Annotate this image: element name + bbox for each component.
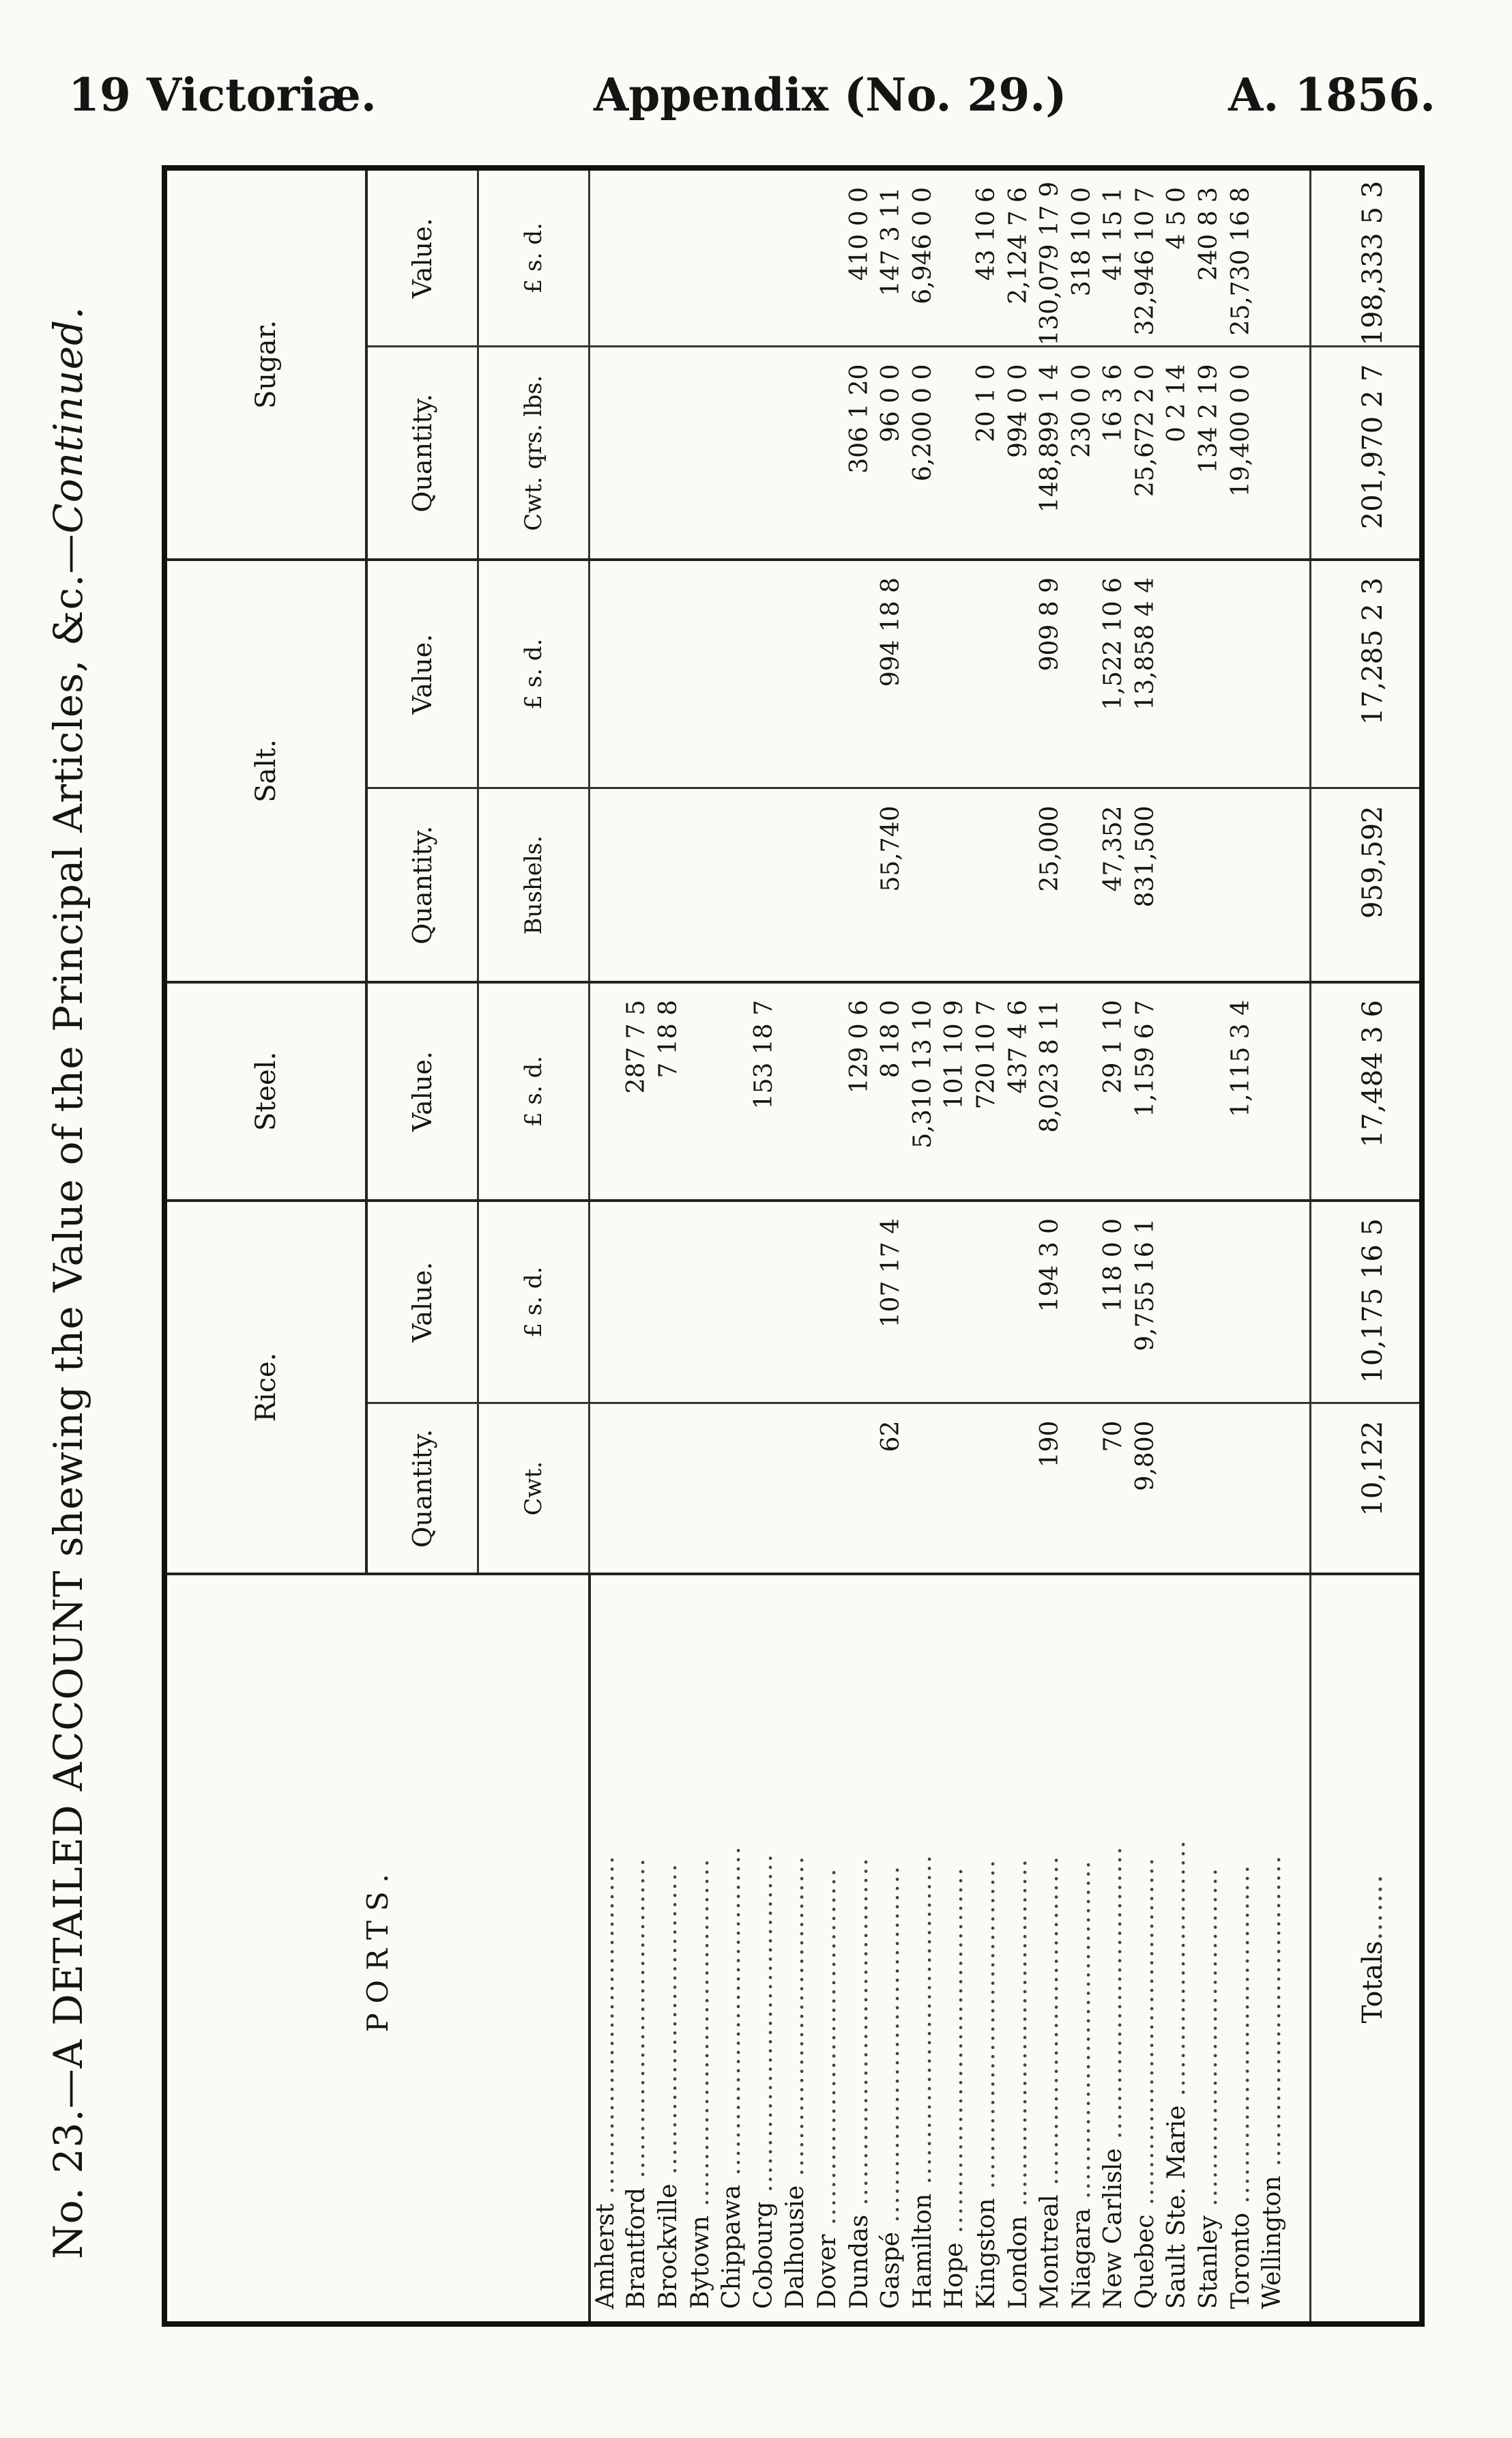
sugar-qty-cell: 306 1 20 — [843, 347, 875, 560]
table-row — [1098, 171, 1130, 2321]
sugar-val-cell: 41 15 1 — [1098, 171, 1130, 347]
steel-val-cell — [716, 982, 748, 1201]
salt-qty-cell — [907, 788, 939, 982]
leader-dots: .................................. — [654, 1862, 682, 2184]
salt-qty-cell: 47,352 — [1098, 788, 1130, 982]
table-body — [590, 171, 1425, 2321]
sugar-val-cell: 2,124 7 6 — [1002, 171, 1034, 347]
rice-val-cell — [653, 1201, 685, 1403]
sugar-val-cell — [653, 171, 685, 347]
port-cell — [1193, 1574, 1225, 2321]
totals-steel-value: 17,484 3 6 — [1310, 982, 1425, 1201]
rice-val-cell: 107 17 4 — [875, 1201, 907, 1403]
salt-val-cell — [907, 560, 939, 788]
port-cell — [1066, 1574, 1098, 2321]
sugar-val-cell: 240 8 3 — [1193, 171, 1225, 347]
steel-val-cell: 5,310 13 10 — [907, 982, 939, 1201]
rice-qty-cell — [1225, 1403, 1257, 1574]
port-name: Dover — [813, 2234, 841, 2309]
sugar-val-cell: 6,946 0 0 — [907, 171, 939, 347]
steel-val-cell — [590, 982, 622, 1201]
salt-val-cell — [812, 560, 844, 788]
rice-qty-cell — [716, 1403, 748, 1574]
rice-qty-cell — [843, 1403, 875, 1574]
port-name: Stanley — [1195, 2215, 1223, 2309]
leader-dots: ...................................... — [1131, 1856, 1159, 2215]
sugar-val-cell: 130,079 17 9 — [1034, 171, 1066, 347]
leader-dots: ........................................ — [940, 1866, 969, 2243]
rice-val-cell — [1193, 1201, 1225, 1403]
salt-val-cell — [843, 560, 875, 788]
steel-val-cell: 1,115 3 4 — [1225, 982, 1257, 1201]
rice-qty-cell — [748, 1403, 780, 1574]
sugar-val-cell — [939, 171, 971, 347]
leader-dots: ................................ — [1099, 1845, 1128, 2149]
leader-dots: ...................................... — [686, 1857, 714, 2216]
salt-val-cell — [1002, 560, 1034, 788]
steel-val-cell — [1257, 982, 1289, 1201]
sugar-qty-cell: 0 2 14 — [1161, 347, 1193, 560]
steel-header: Steel. — [167, 982, 366, 1201]
sugar-qty-cell: 96 0 0 — [875, 347, 907, 560]
port-name: Sault Ste. Marie — [1163, 2105, 1191, 2309]
table-row — [971, 171, 1003, 2321]
leader-dots: .................................... — [1036, 1854, 1064, 2195]
salt-val-cell — [1225, 560, 1257, 788]
rice-val-cell — [1225, 1201, 1257, 1403]
sugar-qty-cell: 20 1 0 — [971, 347, 1003, 560]
rice-qty-cell: 70 — [1098, 1403, 1130, 1574]
rice-val-cell — [1066, 1201, 1098, 1403]
table-row — [716, 171, 748, 2321]
sugar-qty-cell — [748, 347, 780, 560]
sugar-val-cell — [748, 171, 780, 347]
port-cell — [653, 1574, 685, 2321]
table-row — [1034, 171, 1066, 2321]
sugar-qty-cell: 148,899 1 4 — [1034, 347, 1066, 560]
leader-dots: ..................................... — [1226, 1864, 1255, 2213]
salt-qty-cell — [653, 788, 685, 982]
rice-qty-cell — [590, 1403, 622, 1574]
salt-qty-cell — [971, 788, 1003, 982]
rice-val-cell: 9,755 16 1 — [1130, 1201, 1162, 1403]
salt-val-cell — [1193, 560, 1225, 788]
leader-dots: .................................... — [908, 1854, 937, 2194]
rice-val-cell — [1257, 1201, 1289, 1403]
table-title — [31, 280, 106, 2259]
sugar-quantity-header: Quantity. — [366, 347, 478, 560]
port-name: Chippawa — [718, 2184, 746, 2309]
port-cell — [590, 1574, 622, 2321]
sugar-qty-cell — [590, 347, 622, 560]
port-cell — [1225, 1574, 1257, 2321]
rice-qty-cell — [1066, 1403, 1098, 1574]
rice-val-cell — [812, 1201, 844, 1403]
port-cell — [875, 1574, 907, 2321]
sugar-qty-cell — [684, 347, 716, 560]
sugar-value-header: Value. — [366, 171, 478, 347]
salt-qty-cell — [1257, 788, 1289, 982]
rice-quantity-header: Quantity. — [366, 1403, 478, 1574]
salt-val-cell: 909 8 9 — [1034, 560, 1066, 788]
totals-rice-value: 10,175 16 5 — [1310, 1201, 1425, 1403]
salt-qty-cell — [1002, 788, 1034, 982]
salt-qty-cell — [812, 788, 844, 982]
page-header-center: Appendix (No. 29.) — [594, 68, 1067, 121]
sugar-val-cell — [684, 171, 716, 347]
salt-qty-cell — [1161, 788, 1193, 982]
salt-qty-cell — [716, 788, 748, 982]
totals-sugar-quantity: 201,970 2 7 — [1310, 347, 1425, 560]
salt-qty-cell — [939, 788, 971, 982]
table-row — [590, 171, 622, 2321]
leader-dots: ...................................... — [845, 1856, 873, 2215]
port-name: Hamilton — [908, 2193, 937, 2309]
rice-value-unit: £ s. d. — [478, 1201, 590, 1403]
salt-qty-cell — [748, 788, 780, 982]
leader-dots: ....................................... — [813, 1867, 841, 2235]
rice-qty-cell — [812, 1403, 844, 1574]
port-cell — [1257, 1574, 1289, 2321]
rice-val-cell — [1161, 1201, 1193, 1403]
table-row — [1130, 171, 1162, 2321]
rice-qty-cell — [971, 1403, 1003, 1574]
table-row — [875, 171, 907, 2321]
rice-val-cell — [716, 1201, 748, 1403]
port-name: London — [1004, 2215, 1032, 2309]
rice-val-cell — [780, 1201, 812, 1403]
leader-dots: .................................... — [718, 1845, 746, 2185]
salt-val-cell — [1161, 560, 1193, 788]
port-name: New Carlisle — [1099, 2148, 1128, 2309]
port-name: Dundas — [845, 2214, 873, 2309]
rice-qty-cell — [1002, 1403, 1034, 1574]
port-cell — [684, 1574, 716, 2321]
page-header-left: 19 Victoriæ. — [68, 68, 377, 121]
salt-val-cell — [748, 560, 780, 788]
sugar-qty-cell: 16 3 6 — [1098, 347, 1130, 560]
salt-qty-cell — [684, 788, 716, 982]
salt-quantity-unit: Bushels. — [478, 788, 590, 982]
table-row — [1257, 171, 1289, 2321]
salt-val-cell — [1066, 560, 1098, 788]
salt-val-cell — [653, 560, 685, 788]
salt-header: Salt. — [167, 560, 366, 982]
steel-val-cell: 1,159 6 7 — [1130, 982, 1162, 1201]
port-name: Niagara — [1067, 2208, 1096, 2309]
totals-row — [1310, 171, 1425, 2321]
table-row — [1161, 171, 1193, 2321]
table-row — [1002, 171, 1034, 2321]
salt-val-cell — [684, 560, 716, 788]
sugar-val-cell — [1257, 171, 1289, 347]
table-row — [780, 171, 812, 2321]
salt-val-cell: 13,858 4 4 — [1130, 560, 1162, 788]
sugar-qty-cell: 6,200 0 0 — [907, 347, 939, 560]
rice-header: Rice. — [167, 1201, 366, 1574]
rice-quantity-unit: Cwt. — [478, 1403, 590, 1574]
steel-val-cell — [1161, 982, 1193, 1201]
leader-dots: ...................................... — [1004, 1858, 1032, 2216]
rice-val-cell — [971, 1201, 1003, 1403]
totals-label: Totals……. — [1310, 1574, 1425, 2321]
leader-dots: ..................................... — [1067, 1859, 1096, 2209]
port-cell — [748, 1574, 780, 2321]
port-name: Kingston — [972, 2198, 1000, 2309]
rice-val-cell: 118 0 0 — [1098, 1201, 1130, 1403]
sugar-qty-cell — [653, 347, 685, 560]
rice-val-cell — [748, 1201, 780, 1403]
sugar-qty-cell — [716, 347, 748, 560]
imports-table — [167, 171, 1425, 2321]
table-row — [1193, 171, 1225, 2321]
salt-val-cell — [971, 560, 1003, 788]
rice-val-cell — [590, 1201, 622, 1403]
port-name: Montreal — [1036, 2194, 1064, 2309]
salt-val-cell — [939, 560, 971, 788]
spacer-row — [1289, 171, 1311, 2321]
salt-val-cell: 1,522 10 6 — [1098, 560, 1130, 788]
table-row — [843, 171, 875, 2321]
sugar-val-cell: 43 10 6 — [971, 171, 1003, 347]
salt-qty-cell — [843, 788, 875, 982]
salt-quantity-header: Quantity. — [366, 788, 478, 982]
leader-dots: ....................................... — [877, 1865, 905, 2232]
salt-val-cell — [1257, 560, 1289, 788]
port-cell — [971, 1574, 1003, 2321]
steel-val-cell: 29 1 10 — [1098, 982, 1130, 1201]
rice-qty-cell: 62 — [875, 1403, 907, 1574]
port-name: Brockville — [654, 2183, 682, 2309]
rice-val-cell — [939, 1201, 971, 1403]
table-row — [812, 171, 844, 2321]
salt-qty-cell: 831,500 — [1130, 788, 1162, 982]
port-name: Gaspé — [877, 2231, 905, 2309]
steel-val-cell — [812, 982, 844, 1201]
table-row — [939, 171, 971, 2321]
table-frame — [162, 165, 1425, 2327]
steel-val-cell: 7 18 8 — [653, 982, 685, 1201]
table-row — [621, 171, 653, 2321]
totals-salt-quantity: 959,592 — [1310, 788, 1425, 982]
sugar-qty-cell — [621, 347, 653, 560]
table-row — [907, 171, 939, 2321]
salt-qty-cell — [780, 788, 812, 982]
port-cell — [843, 1574, 875, 2321]
port-cell — [621, 1574, 653, 2321]
salt-qty-cell — [621, 788, 653, 982]
rice-val-cell — [621, 1201, 653, 1403]
rice-qty-cell: 190 — [1034, 1403, 1066, 1574]
leader-dots: ..................................... — [591, 1854, 620, 2204]
sugar-qty-cell: 994 0 0 — [1002, 347, 1034, 560]
sugar-val-cell — [812, 171, 844, 347]
salt-val-cell: 994 18 8 — [875, 560, 907, 788]
rice-val-cell — [907, 1201, 939, 1403]
port-name: Quebec — [1131, 2214, 1159, 2309]
sugar-val-cell — [716, 171, 748, 347]
table-title-continued: Continued. — [45, 306, 91, 534]
port-cell — [939, 1574, 971, 2321]
rice-qty-cell — [780, 1403, 812, 1574]
salt-qty-cell — [1193, 788, 1225, 982]
steel-val-cell: 720 10 7 — [971, 982, 1003, 1201]
sugar-qty-cell — [1257, 347, 1289, 560]
totals-rice-quantity: 10,122 — [1310, 1403, 1425, 1574]
sugar-val-cell: 147 3 11 — [875, 171, 907, 347]
leader-dots: ................................... — [781, 1854, 810, 2185]
port-name: Hope — [940, 2242, 969, 2309]
port-name: Toronto — [1226, 2212, 1255, 2309]
sugar-qty-cell — [939, 347, 971, 560]
sugar-val-cell: 25,730 16 8 — [1225, 171, 1257, 347]
leader-dots: .................................. — [1258, 1854, 1287, 2176]
leader-dots: .................................... — [972, 1859, 1000, 2198]
salt-qty-cell: 25,000 — [1034, 788, 1066, 982]
steel-val-cell: 153 18 7 — [748, 982, 780, 1201]
steel-val-cell: 8 18 0 — [875, 982, 907, 1201]
salt-val-cell — [780, 560, 812, 788]
rice-qty-cell: 9,800 — [1130, 1403, 1162, 1574]
sugar-header: Sugar. — [167, 171, 366, 560]
steel-val-cell — [780, 982, 812, 1201]
port-cell — [1161, 1574, 1193, 2321]
rice-qty-cell — [1193, 1403, 1225, 1574]
sugar-quantity-unit: Cwt. qrs. lbs. — [478, 347, 590, 560]
rice-val-cell — [1002, 1201, 1034, 1403]
rice-val-cell: 194 3 0 — [1034, 1201, 1066, 1403]
leader-dots: ……. — [1356, 1873, 1389, 1941]
table-row — [1066, 171, 1098, 2321]
steel-val-cell — [1193, 982, 1225, 1201]
leader-dots: ..................................... — [749, 1852, 778, 2202]
rice-qty-cell — [653, 1403, 685, 1574]
sugar-qty-cell: 25,672 2 0 — [1130, 347, 1162, 560]
totals-salt-value: 17,285 2 3 — [1310, 560, 1425, 788]
port-cell — [1130, 1574, 1162, 2321]
salt-qty-cell — [1066, 788, 1098, 982]
sugar-val-cell: 410 0 0 — [843, 171, 875, 347]
rice-qty-cell — [1257, 1403, 1289, 1574]
steel-val-cell: 437 4 6 — [1002, 982, 1034, 1201]
sugar-qty-cell: 134 2 19 — [1193, 347, 1225, 560]
salt-qty-cell — [1225, 788, 1257, 982]
steel-val-cell: 101 10 9 — [939, 982, 971, 1201]
port-name: Amherst — [591, 2203, 620, 2309]
page-header-right: A. 1856. — [1228, 68, 1436, 121]
rice-qty-cell — [621, 1403, 653, 1574]
totals-sugar-value: 198,333 5 3 — [1310, 171, 1425, 347]
leader-dots: ................................... — [622, 1857, 651, 2188]
salt-qty-cell: 55,740 — [875, 788, 907, 982]
rotated-table-container — [167, 171, 1419, 2321]
port-name: Dalhousie — [781, 2185, 810, 2309]
rice-val-cell — [843, 1201, 875, 1403]
leader-dots: ..................................... — [1195, 1867, 1223, 2216]
table-title-main: No. 23.—A DETAILED ACCOUNT shewing the Value of the Principal Articles, &c.— — [45, 533, 91, 2259]
salt-value-unit: £ s. d. — [478, 560, 590, 788]
steel-value-unit: £ s. d. — [478, 982, 590, 1201]
salt-val-cell — [590, 560, 622, 788]
sugar-val-cell — [621, 171, 653, 347]
port-cell — [1034, 1574, 1066, 2321]
port-cell — [716, 1574, 748, 2321]
table-row — [684, 171, 716, 2321]
sugar-qty-cell — [780, 347, 812, 560]
steel-value-header: Value. — [366, 982, 478, 1201]
leader-dots: ............................ — [1163, 1839, 1191, 2106]
sugar-value-unit: £ s. d. — [478, 171, 590, 347]
steel-val-cell: 287 7 5 — [621, 982, 653, 1201]
steel-val-cell — [1066, 982, 1098, 1201]
port-cell — [812, 1574, 844, 2321]
sugar-qty-cell: 230 0 0 — [1066, 347, 1098, 560]
sugar-val-cell: 318 10 0 — [1066, 171, 1098, 347]
salt-val-cell — [621, 560, 653, 788]
sugar-qty-cell: 19,400 0 0 — [1225, 347, 1257, 560]
sugar-val-cell — [590, 171, 622, 347]
sugar-val-cell — [780, 171, 812, 347]
steel-val-cell — [684, 982, 716, 1201]
rice-qty-cell — [684, 1403, 716, 1574]
table-row — [653, 171, 685, 2321]
table-row — [1225, 171, 1257, 2321]
rice-qty-cell — [939, 1403, 971, 1574]
rice-qty-cell — [907, 1403, 939, 1574]
sugar-val-cell: 4 5 0 — [1161, 171, 1193, 347]
port-name: Bytown — [686, 2215, 714, 2309]
port-cell — [1002, 1574, 1034, 2321]
steel-val-cell: 8,023 8 11 — [1034, 982, 1066, 1201]
salt-qty-cell — [590, 788, 622, 982]
header-group-row — [167, 171, 366, 2321]
table-row — [748, 171, 780, 2321]
port-name: Brantford — [622, 2187, 651, 2309]
port-cell — [780, 1574, 812, 2321]
port-cell — [907, 1574, 939, 2321]
ports-header: PORTS. — [167, 1574, 590, 2321]
salt-val-cell — [716, 560, 748, 788]
sugar-val-cell: 32,946 10 7 — [1130, 171, 1162, 347]
salt-value-header: Value. — [366, 560, 478, 788]
rice-value-header: Value. — [366, 1201, 478, 1403]
steel-val-cell: 129 0 6 — [843, 982, 875, 1201]
port-name: Cobourg — [749, 2201, 778, 2309]
rice-val-cell — [684, 1201, 716, 1403]
port-name: Wellington — [1258, 2175, 1287, 2309]
rice-qty-cell — [1161, 1403, 1193, 1574]
port-cell — [1098, 1574, 1130, 2321]
sugar-qty-cell — [812, 347, 844, 560]
